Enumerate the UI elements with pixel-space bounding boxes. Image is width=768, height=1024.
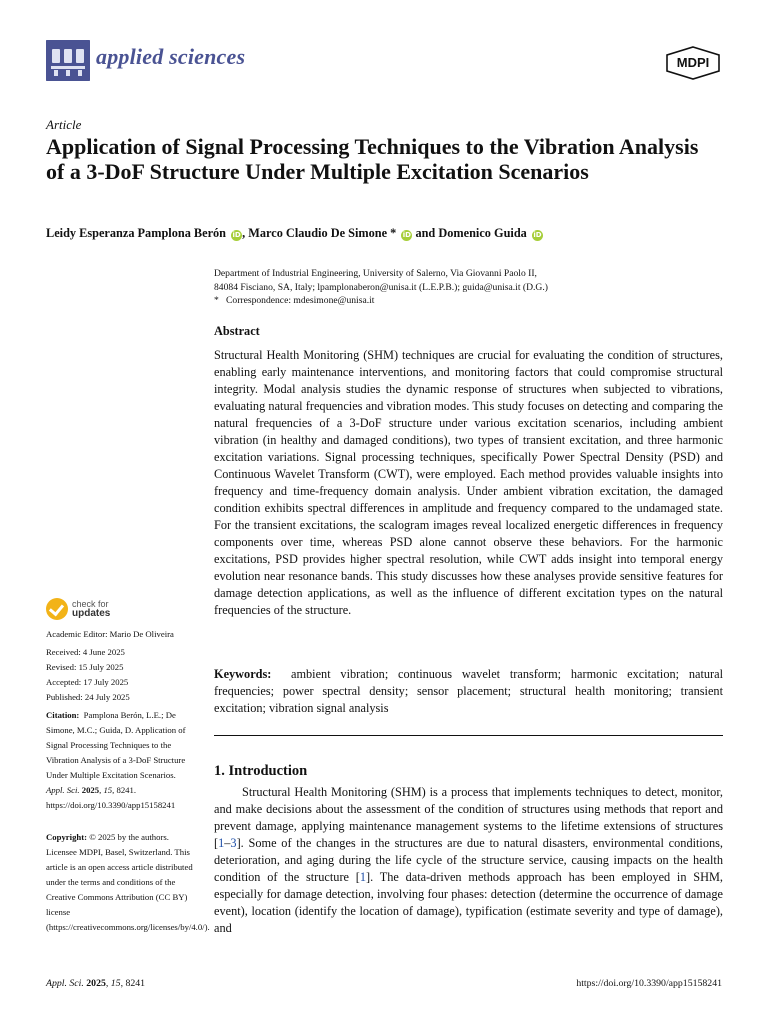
citation-volume: 15 <box>103 785 113 795</box>
orcid-icon[interactable]: iD <box>232 231 241 239</box>
abstract-text: Structural Health Monitoring (SHM) techniques are crucial for evaluating the condition of structures, enabling early maintenance interventions, and monitoring factors that could compromise structural integrity. Modal analysis studies the dynamic response of structures when subjected to vibrations, evaluating natural frequencies and vibration modes. This study focuses on detecting and comparing the natural frequencies of a 3-DoF structure under various excitation scenarios, including ambient vibration (in healthy and damaged conditions), two types of transient excitation, and three harmonic excitation variations. Signal processing techniques, specifically Power Spectral Density (PSD) and Continuous Wavelet Transform (CWT), were employed. Each method provides valuable insights into frequency and time-frequency domain analysis. Under ambient vibration excitation, the damaged condition exhibits spectral differences in amplitude and frequency compared to the undamaged state. For the transient excitations, the scalogram images reveal localized energetic differences in frequency components over time, whereas PSD alone cannot observe these behaviors. For the harmonic excitations, PSD provides higher spectral resolution, while CWT adds insight into temporal energy evolution near resonance bands. This study discusses how these analyses provide sensitive features for damage detection applications, as well as the influence of different excitation types on the natural frequencies of the structure. <box>214 348 723 617</box>
author-separator: and <box>412 226 439 240</box>
copyright-text: © 2025 by the authors. Licensee MDPI, Basel, Switzerland. This article is an open access article distributed under the terms and conditions of the Creative Commons Attribution (CC BY) license (https://creativecommons.org/licenses/by/4.0/). <box>46 832 210 932</box>
date-published: Published: 24 July 2025 <box>46 692 130 702</box>
citation-link[interactable]: 1 <box>218 836 225 850</box>
footer-journal-ref: Appl. Sci. 2025, 15, 8241 <box>46 978 146 989</box>
date-accepted: Accepted: 17 July 2025 <box>46 677 129 687</box>
footer-doi-link[interactable]: https://doi.org/10.3390/app15158241 <box>576 978 722 989</box>
author-separator: , <box>242 226 249 240</box>
keywords-label: Keywords: <box>214 667 272 681</box>
author-suffix: * <box>387 226 397 240</box>
date-received: Received: 4 June 2025 <box>46 647 125 657</box>
checkmark-icon <box>46 598 68 620</box>
introduction-text <box>214 784 723 937</box>
check-for-updates-button[interactable] <box>46 598 146 622</box>
footer-year: 2025 <box>86 978 106 989</box>
journal-logo <box>46 40 90 81</box>
orcid-icon[interactable]: iD <box>402 231 411 239</box>
author-name[interactable]: Marco Claudio De Simone <box>248 226 388 240</box>
author-list <box>46 226 543 241</box>
citation-dash: – <box>224 836 231 850</box>
citation-link[interactable]: 1 <box>359 870 367 884</box>
citation-doi[interactable]: , 8241. https://doi.org/10.3390/app15158241 <box>46 785 176 810</box>
date-revised: Revised: 15 July 2025 <box>46 662 124 672</box>
correspondence-line: * Correspondence: mdesimone@unisa.it <box>214 295 375 306</box>
citation-label: Citation: <box>46 710 80 720</box>
intro-text-segment: Structural Health Monitoring (SHM) is a process that implements techniques to detect, monitor, and make decisions about the assessment of the condition of structures using methods that report and prevent damage, applying maintenance management systems to the lifetime extensions of structures [ <box>214 785 723 850</box>
citation-year: 2025 <box>81 785 100 795</box>
check-updates-line2: updates <box>72 608 111 619</box>
mdpi-logo <box>664 46 722 80</box>
journal-name: applied sciences <box>96 44 246 69</box>
keywords-text: ambient vibration; continuous wavelet transform; harmonic excitation; natural frequencies; power spectral density; sensor placement; structural health monitoring; transient excitation; vibration signal analysis <box>214 667 723 715</box>
citation-block: Citation: Pamplona Berón, L.E.; De Simone, M.C.; Guida, D. Application of Signal Processing Techniques to the Vibration Analysis of a 3-DoF Structure Under Multiple Excitation Scenarios. Appl. Sci. 2025, 15, 8241. https://doi.org/10.3390/app15158241 <box>46 710 186 810</box>
intro-text-segment: ]. Some of the changes in the structures are due to natural disasters, environmental conditions, deterioration, and aging during the life cycle of the structure service, causing impacts on the health condition of the structure [ <box>214 836 723 884</box>
footer-volume: 15 <box>110 978 121 989</box>
author-name[interactable]: Leidy Esperanza Pamplona Berón <box>46 226 227 240</box>
abstract-heading: Abstract <box>214 324 260 338</box>
page-title: Application of Signal Processing Techniques to the Vibration Analysis of a 3-DoF Structure Under Multiple Excitation Scenarios <box>46 134 699 184</box>
publication-dates <box>46 645 196 705</box>
section-heading-introduction: 1. Introduction <box>214 763 308 779</box>
orcid-icon[interactable]: iD <box>533 231 542 239</box>
citation-link[interactable]: 3 <box>230 836 237 850</box>
copyright-label: Copyright: <box>46 832 88 842</box>
citation-journal: Appl. Sci. <box>46 785 80 795</box>
footer-journal: Appl. Sci. <box>46 978 84 989</box>
affiliation-line: 84084 Fisciano, SA, Italy; lpamplonaberon@unisa.it (L.E.P.B.); guida@unisa.it (D.G.) <box>214 281 548 293</box>
academic-editor: Academic Editor: Mario De Oliveira <box>46 629 174 639</box>
affiliation-line: Department of Industrial Engineering, University of Salerno, Via Giovanni Paolo II, <box>214 268 537 279</box>
section-divider <box>214 735 723 736</box>
publisher-name: MDPI <box>676 55 710 70</box>
affiliation <box>214 267 724 308</box>
check-updates-line1: check for <box>72 599 109 609</box>
footer-article-number: , 8241 <box>120 978 146 989</box>
article-type: Article <box>46 117 82 132</box>
citation-text: Pamplona Berón, L.E.; De Simone, M.C.; Guida, D. Application of Signal Processing Techniques to the Vibration Analysis of a 3-DoF Structure Under Multiple Excitation Scenarios. <box>46 710 186 780</box>
intro-text-segment: ]. The data-driven methods approach has been employed in SHM, especially for damage detection, involving four phases: detection (determine the occurrence of damage event), location (identify the location of damage), typification (estimate severity and type of damage), and <box>214 870 723 935</box>
keywords <box>214 666 723 717</box>
journal-logo-icon <box>46 40 90 81</box>
copyright-block <box>46 830 210 935</box>
author-name[interactable]: Domenico Guida <box>438 226 527 240</box>
